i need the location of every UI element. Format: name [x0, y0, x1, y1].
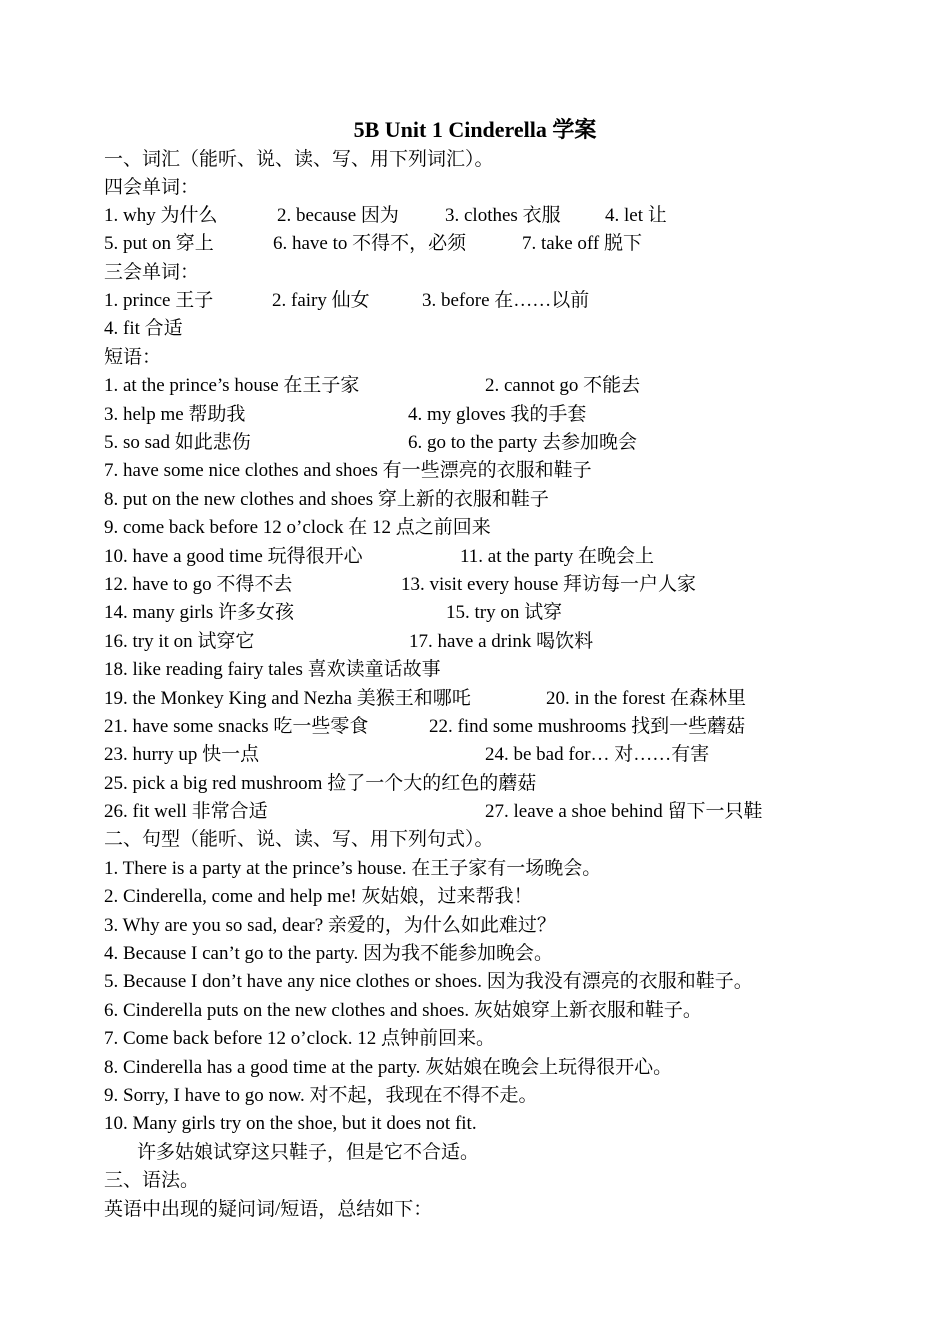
phrase-item: 5. so sad 如此悲伤 — [104, 432, 251, 453]
phrase-item: 14. many girls 许多女孩 — [104, 602, 294, 623]
vocab-item: 1. prince 王子 — [104, 290, 214, 311]
grammar-intro: 英语中出现的疑问词/短语，总结如下： — [104, 1199, 433, 1220]
phrase-item: 19. the Monkey King and Nezha 美猴王和哪吒 — [104, 688, 471, 709]
sentence-line: 3. Why are you so sad, dear? 亲爱的，为什么如此难过？ — [104, 915, 556, 936]
phrase-item: 2. cannot go 不能去 — [485, 375, 641, 396]
sentence-line: 1. There is a party at the prince’s house. 在王子家有一场晚会。 — [104, 858, 602, 879]
phrase-item: 9. come back before 12 o’clock 在 12 点之前回来 — [104, 517, 491, 538]
sentence-line: 4. Because I can’t go to the party. 因为我不能参加晚会。 — [104, 943, 554, 964]
section-heading-vocabulary: 一、词汇（能听、说、读、写、用下列词汇）。 — [104, 149, 494, 170]
four-skill-words-heading: 四会单词： — [104, 177, 200, 198]
phrase-item: 1. at the prince’s house 在王子家 — [104, 375, 360, 396]
phrases-heading: 短语： — [104, 347, 162, 368]
vocab-item: 3. clothes 衣服 — [445, 205, 561, 226]
three-skill-words-heading: 三会单词： — [104, 262, 200, 283]
phrase-item: 18. like reading fairy tales 喜欢读童话故事 — [104, 659, 441, 680]
phrase-item: 6. go to the party 去参加晚会 — [408, 432, 638, 453]
sentence-line: 8. Cinderella has a good time at the party. 灰姑娘在晚会上玩得很开心。 — [104, 1057, 673, 1078]
phrase-item: 11. at the party 在晚会上 — [460, 546, 655, 567]
phrase-item: 10. have a good time 玩得很开心 — [104, 546, 363, 567]
vocab-item: 1. why 为什么 — [104, 205, 218, 226]
phrase-item: 8. put on the new clothes and shoes 穿上新的衣服和鞋子 — [104, 489, 549, 510]
phrase-item: 7. have some nice clothes and shoes 有一些漂亮的衣服和鞋子 — [104, 460, 592, 481]
phrase-item: 15. try on 试穿 — [446, 602, 563, 623]
phrase-item: 20. in the forest 在森林里 — [546, 688, 747, 709]
phrase-item: 17. have a drink 喝饮料 — [409, 631, 594, 652]
sentence-line: 5. Because I don’t have any nice clothes or shoes. 因为我没有漂亮的衣服和鞋子。 — [104, 971, 753, 992]
vocab-item: 4. fit 合适 — [104, 318, 183, 339]
sentence-translation-line: 许多姑娘试穿这只鞋子，但是它不合适。 — [137, 1142, 480, 1163]
vocab-item: 3. before 在……以前 — [422, 290, 590, 311]
sentence-line: 6. Cinderella puts on the new clothes and shoes. 灰姑娘穿上新衣服和鞋子。 — [104, 1000, 702, 1021]
phrase-item: 27. leave a shoe behind 留下一只鞋 — [485, 801, 763, 822]
sentence-line: 7. Come back before 12 o’clock. 12 点钟前回来。 — [104, 1028, 495, 1049]
sentence-line: 10. Many girls try on the shoe, but it does not fit. — [104, 1113, 477, 1134]
vocab-item: 7. take off 脱下 — [522, 233, 642, 254]
page-title: 5B Unit 1 Cinderella 学案 — [353, 117, 597, 142]
section-heading-grammar: 三、语法。 — [104, 1170, 200, 1191]
phrase-item: 25. pick a big red mushroom 捡了一个大的红色的蘑菇 — [104, 773, 537, 794]
phrase-item: 24. be bad for… 对……有害 — [485, 744, 710, 765]
vocab-item: 2. because 因为 — [277, 205, 399, 226]
phrase-item: 4. my gloves 我的手套 — [408, 404, 587, 425]
phrase-item: 26. fit well 非常合适 — [104, 801, 268, 822]
sentence-line: 2. Cinderella, come and help me! 灰姑娘，过来帮我！ — [104, 886, 533, 907]
phrase-item: 21. have some snacks 吃一些零食 — [104, 716, 369, 737]
vocab-item: 2. fairy 仙女 — [272, 290, 370, 311]
phrase-item: 12. have to go 不得不去 — [104, 574, 293, 595]
vocab-item: 4. let 让 — [605, 205, 667, 226]
phrase-item: 3. help me 帮助我 — [104, 404, 246, 425]
sentence-line: 9. Sorry, I have to go now. 对不起，我现在不得不走。 — [104, 1085, 538, 1106]
phrase-item: 22. find some mushrooms 找到一些蘑菇 — [429, 716, 746, 737]
phrase-item: 13. visit every house 拜访每一户人家 — [401, 574, 697, 595]
vocab-item: 5. put on 穿上 — [104, 233, 214, 254]
section-heading-sentences: 二、句型（能听、说、读、写、用下列句式）。 — [104, 829, 494, 850]
phrase-item: 23. hurry up 快一点 — [104, 744, 260, 765]
phrase-item: 16. try it on 试穿它 — [104, 631, 255, 652]
vocab-item: 6. have to 不得不，必须 — [273, 233, 467, 254]
